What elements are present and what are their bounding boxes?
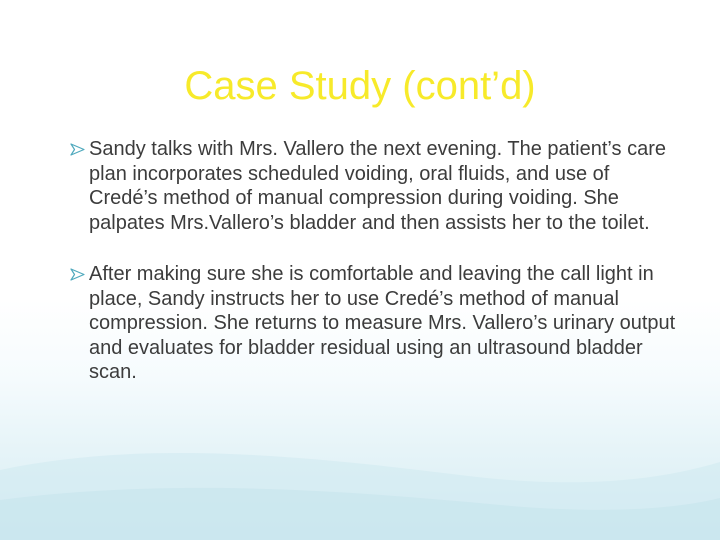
bullet-text: After making sure she is comfortable and leaving the call light in place, Sandy instructs her to use Credé’s method of manual compression. She returns to measure Mrs. Vallero’s urinary output and evaluates for bladder residual using an ultrasound bladder scan.: [89, 263, 676, 383]
bullet-icon: [70, 268, 85, 281]
bullet-icon: [70, 143, 85, 156]
bullet-item: [70, 137, 680, 235]
bullet-item: [70, 262, 680, 385]
bullet-text: Sandy talks with Mrs. Vallero the next evening. The patient’s care plan incorporates scheduled voiding, oral fluids, and use of Credé’s method of manual compression during voiding. She palpates Mrs.Vallero’s bladder and then assists her to the toilet.: [89, 138, 666, 234]
bullet-list: [70, 137, 680, 412]
slide-title: Case Study (cont’d): [184, 64, 536, 108]
